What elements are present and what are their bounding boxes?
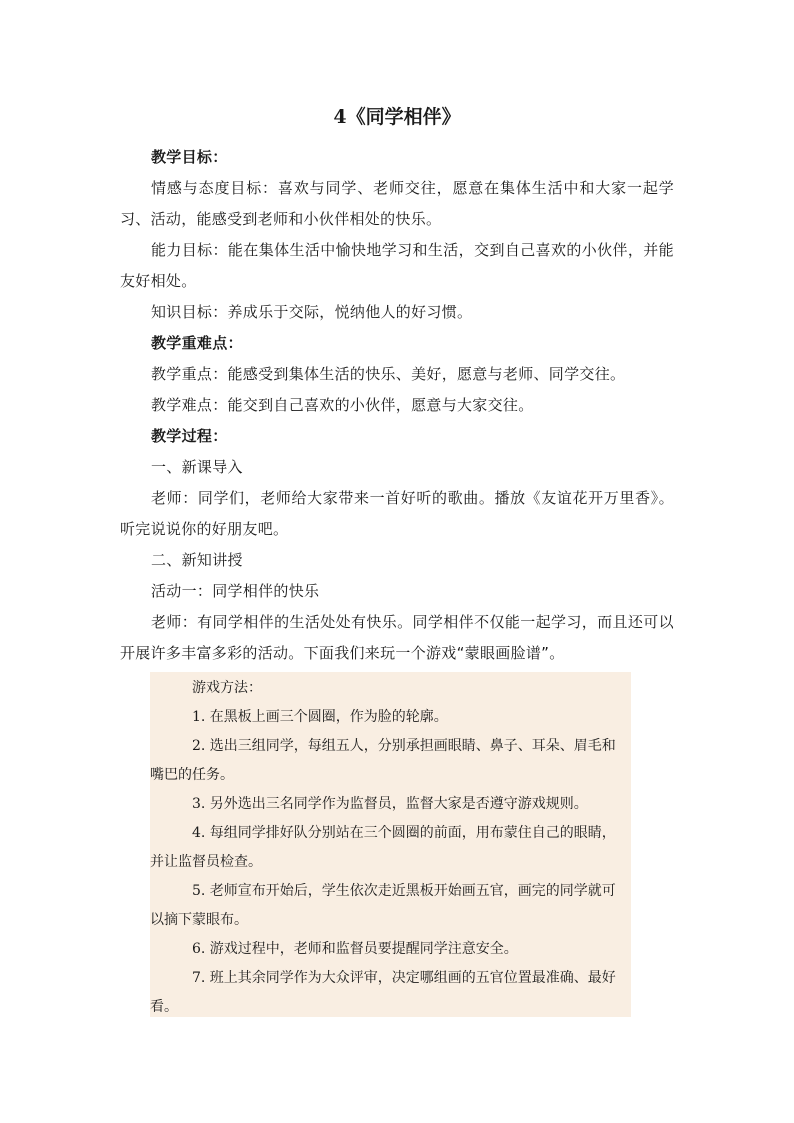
game-rule-item: 4. 每组同学排好队分别站在三个圆圈的前面，用布蒙住自己的眼睛，并让监督员检查。 (150, 825, 616, 870)
game-rule-item: 5. 老师宣布开始后，学生依次走近黑板开始画五官，画完的同学就可以摘下蒙眼布。 (150, 883, 616, 928)
goal-ability: 能力目标：能在集体生活中愉快地学习和生活，交到自己喜欢的小伙伴，并能友好相处。 (120, 241, 674, 290)
game-rules-heading: 游戏方法： (192, 680, 262, 696)
document-page (120, 100, 674, 669)
game-rule-item: 6. 游戏过程中，老师和监督员要提醒同学注意安全。 (192, 941, 518, 957)
activity1-heading: 活动一：同学相伴的快乐 (151, 582, 320, 600)
process-heading: 教学过程： (151, 427, 228, 445)
game-rules-box (150, 672, 631, 1017)
step1-text: 老师：同学们，老师给大家带来一首好听的歌曲。播放《友谊花开万里香》。听完说说你的好朋友吧。 (120, 489, 674, 538)
goal-emotion: 情感与态度目标：喜欢与同学、老师交往，愿意在集体生活中和大家一起学习、活动，能感受到老师和小伙伴相处的快乐。 (120, 179, 674, 228)
goal-knowledge: 知识目标：养成乐于交际，悦纳他人的好习惯。 (151, 303, 473, 321)
goals-heading: 教学目标： (151, 148, 228, 166)
game-rule-item: 7. 班上其余同学作为大众评审，决定哪组画的五官位置最准确、最好看。 (150, 970, 616, 1015)
step2-heading: 二、新知讲授 (151, 551, 243, 569)
page-title: 4《同学相伴》 (333, 106, 461, 128)
key-heading: 教学重难点： (151, 334, 243, 352)
step1-heading: 一、新课导入 (151, 458, 243, 476)
game-rule-item: 2. 选出三组同学，每组五人，分别承担画眼睛、鼻子、耳朵、眉毛和嘴巴的任务。 (150, 738, 616, 783)
key-point: 教学重点：能感受到集体生活的快乐、美好，愿意与老师、同学交往。 (151, 365, 626, 383)
game-rule-item: 1. 在黑板上画三个圆圈，作为脸的轮廓。 (192, 709, 448, 725)
activity1-text: 老师：有同学相伴的生活处处有快乐。同学相伴不仅能一起学习，而且还可以开展许多丰富多彩的活动。下面我们来玩一个游戏“蒙眼画脸谱”。 (120, 613, 674, 662)
game-rule-item: 3. 另外选出三名同学作为监督员，监督大家是否遵守游戏规则。 (192, 796, 588, 812)
difficult-point: 教学难点：能交到自己喜欢的小伙伴，愿意与大家交往。 (151, 396, 534, 414)
